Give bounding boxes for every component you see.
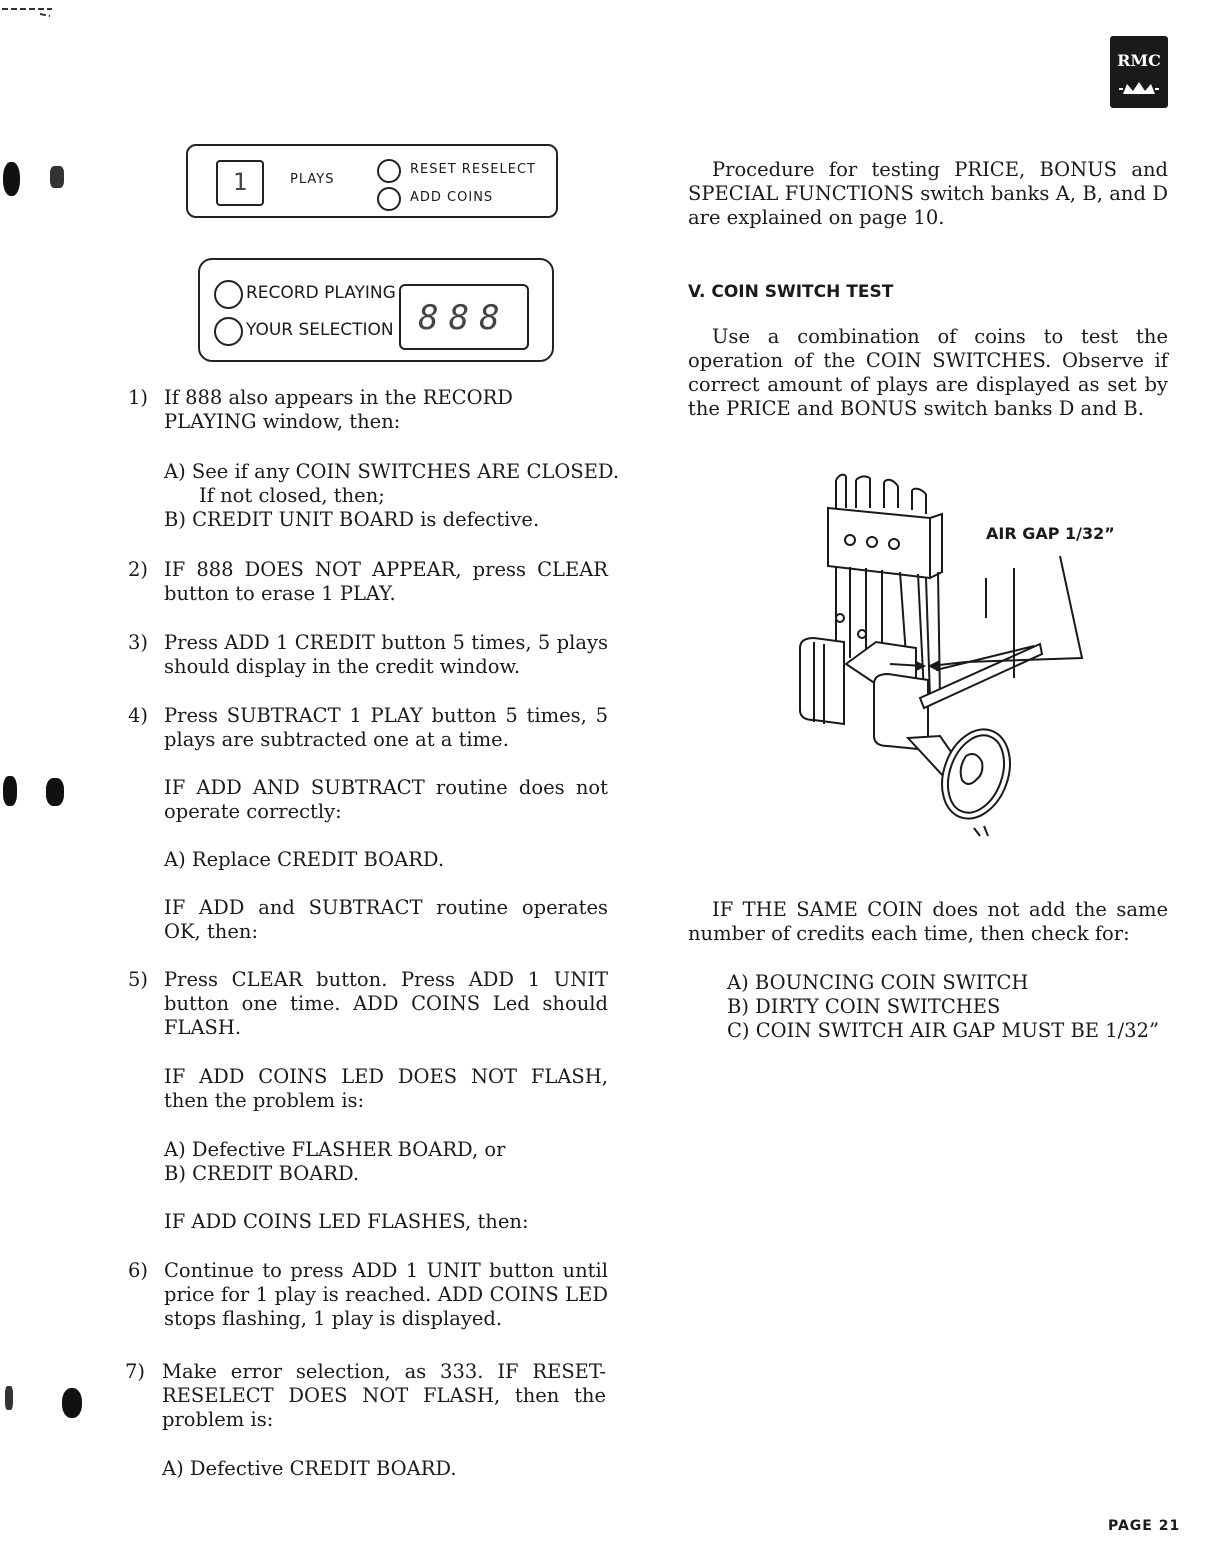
step-5-b: B) CREDIT BOARD. — [164, 1162, 360, 1185]
step-7-text: Make error selection, as 333. IF RESET-RESELECT DOES NOT FLASH, then the problem is: — [162, 1360, 606, 1431]
step-7-a: A) Defective CREDIT BOARD. — [162, 1457, 457, 1480]
record-panel-diagram — [198, 258, 554, 362]
check-item-a: A) BOUNCING COIN SWITCH — [727, 971, 1029, 994]
record-playing-label: RECORD PLAYING — [246, 283, 396, 303]
step-1-a-cont: If not closed, then; — [199, 484, 385, 507]
step-4-number: 4) — [128, 704, 149, 727]
step-1-text: If 888 also appears in the RECORD PLAYING window, then: — [164, 386, 513, 433]
step-6-number: 6) — [128, 1259, 149, 1282]
add-coins-led-icon — [377, 187, 401, 211]
step-3-number: 3) — [128, 631, 149, 654]
step-4-if-fail: IF ADD AND SUBTRACT routine does not operate correctly: — [164, 776, 608, 823]
record-playing-led-icon — [214, 280, 243, 309]
binding-mark-bottom — [62, 1388, 82, 1418]
intro-paragraph: Procedure for testing PRICE, BONUS and SPECIAL FUNCTIONS switch banks A, B, and D are explained on page 10. — [688, 158, 1168, 229]
corner-scan-mark — [0, 0, 60, 20]
step-1-number: 1) — [128, 386, 149, 409]
binding-hole-bottom — [5, 1386, 13, 1410]
rmc-logo-text: RMC — [1117, 51, 1161, 70]
step-4-text: Press SUBTRACT 1 PLAY button 5 times, 5 plays are subtracted one at a time. — [164, 704, 608, 751]
check-item-c: C) COIN SWITCH AIR GAP MUST BE 1/32” — [727, 1019, 1159, 1042]
plays-label: PLAYS — [290, 172, 335, 187]
step-2-number: 2) — [128, 558, 149, 581]
coin-switch-test-heading: V. COIN SWITCH TEST — [688, 282, 894, 302]
step-3-text: Press ADD 1 CREDIT button 5 times, 5 plays should display in the credit window. — [164, 631, 608, 678]
step-4-a: A) Replace CREDIT BOARD. — [164, 848, 445, 871]
add-coins-label: ADD COINS — [410, 190, 494, 205]
air-gap-label: AIR GAP 1/32” — [986, 524, 1115, 543]
plays-digit: 1 — [232, 168, 248, 196]
plays-digit-window — [216, 160, 264, 206]
page-number: PAGE 21 — [1108, 1518, 1181, 1534]
crown-logo-icon — [1119, 80, 1159, 98]
binding-hole-mid — [3, 776, 17, 806]
binding-mark-top — [50, 166, 64, 188]
binding-hole-top — [3, 162, 20, 196]
your-selection-led-icon — [214, 317, 243, 346]
check-item-b: B) DIRTY COIN SWITCHES — [727, 995, 1001, 1018]
step-5-if-ok: IF ADD COINS LED FLASHES, then: — [164, 1210, 529, 1233]
step-7-number: 7) — [125, 1360, 146, 1383]
step-5-text: Press CLEAR button. Press ADD 1 UNIT button one time. ADD COINS Led should FLASH. — [164, 968, 608, 1039]
your-selection-label: YOUR SELECTION — [246, 320, 394, 340]
rmc-logo — [1110, 36, 1168, 108]
step-4-if-ok: IF ADD and SUBTRACT routine operates OK, then: — [164, 896, 608, 943]
step-5-a: A) Defective FLASHER BOARD, or — [164, 1138, 506, 1161]
step-5-if-fail: IF ADD COINS LED DOES NOT FLASH, then the problem is: — [164, 1065, 608, 1112]
step-5-number: 5) — [128, 968, 149, 991]
same-coin-paragraph: IF THE SAME COIN does not add the same number of credits each time, then check for: — [688, 898, 1168, 945]
credit-panel-diagram — [186, 144, 558, 218]
binding-mark-mid — [46, 778, 64, 806]
step-1-a: A) See if any COIN SWITCHES ARE CLOSED. — [164, 460, 620, 483]
selection-display-window — [399, 284, 529, 350]
step-1-b: B) CREDIT UNIT BOARD is defective. — [164, 508, 540, 531]
reset-reselect-led-icon — [377, 159, 401, 183]
step-6-text: Continue to press ADD 1 UNIT button until price for 1 play is reached. ADD COINS LED stops flashing, 1 play is displayed. — [164, 1259, 608, 1330]
coin-switch-paragraph: Use a combination of coins to test the operation of the COIN SWITCHES. Observe if correct amount of plays are displayed as set by the PRICE and BONUS switch banks D and B. — [688, 325, 1168, 420]
reset-reselect-label: RESET RESELECT — [410, 162, 536, 177]
selection-display-digits: 888 — [418, 298, 510, 338]
step-2-text: IF 888 DOES NOT APPEAR, press CLEAR button to erase 1 PLAY. — [164, 558, 608, 605]
